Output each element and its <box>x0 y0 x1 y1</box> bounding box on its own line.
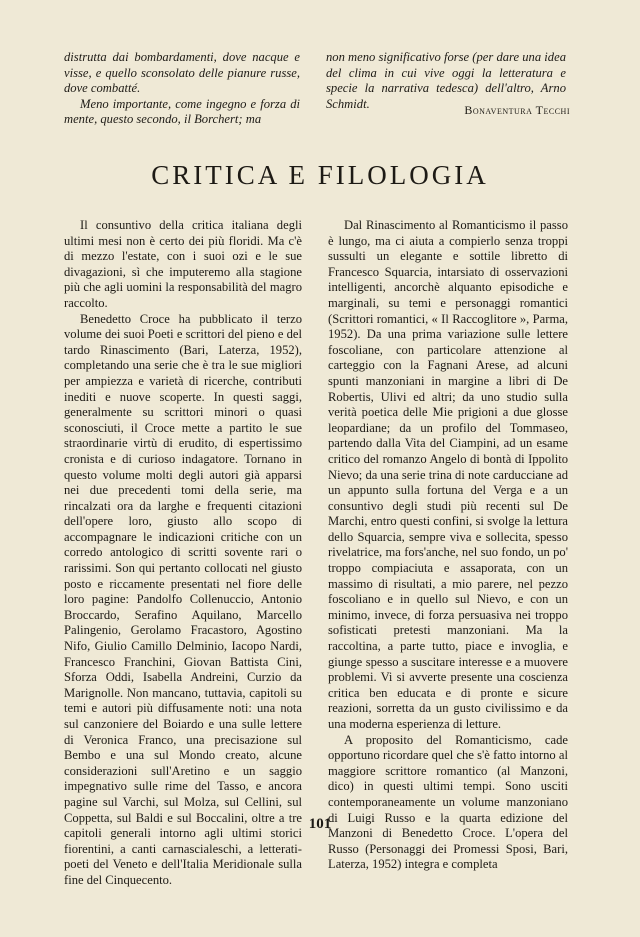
right-paragraph-2: A proposito del Romanticismo, cade opportuno ricordare quel che s'è fatto intorno al maggiore scrittore romantico (al Manzoni, dico) in questi ultimi tempi. Sono usciti contemporaneamente un volume manzoniano di Luigi Russo e la quarta edizione del Manzoni di Benedetto Croce. L'opera del Russo (Personaggi dei Promessi Sposi, Bari, Laterza, 1952) integra e completa <box>328 732 568 872</box>
right-body-column <box>328 218 568 873</box>
left-paragraph-2: Benedetto Croce ha pubblicato il terzo volume dei suoi Poeti e scrittori del pieno e del tardo Rinascimento (Bari, Laterza, 1952), completando una serie che è tra le sue migliori per ampiezza e varietà di ricerche, contributi inediti e nuove scoperte. In questi saggi, generalmente su scrittori minori o quasi sconosciuti, il Croce mette a partito le sue straordinarie virtù di erudito, di espertissimo cronista e di curioso indagatore. Tornano in questo volume molti degli autori già apparsi nei due precedenti tomi della serie, ma rincalzati ora da larghe e frequenti citazioni dell'opere loro, giusto allo scopo di accompagnare le indicazioni critiche con un corredo antologico di scritti sovente rari o rarissimi. Son qui pertanto collocati nel giusto posto e riccamente presentati nel fiore delle loro pagine: Pandolfo Collenuccio, Antonio Broccardo, Serafino Aquilano, Marcello Palingenio, Gerolamo Fracastoro, Agostino Nifo, Giulio Camillo Delminio, Iacopo Nardi, Francesco Franchini, Giovan Battista Cini, Sforza Oddi, Isabella Andreini, Curzio da Marignolle. Non mancano, tuttavia, capitoli su temi e autori più diffusamente noti: una nota sul canzoniere del Boiardo e una sulle lettere di Veronica Franco, una precisazione sul Bembo e una sul Mondo creato, alcune considerazioni sull'Aretino e un saggio impegnativo sulle rime del Tasso, e ancora pagine sul Varchi, sul Molza, sul Cellini, sul Coppetta, sul Baldi e sul Boccalini, oltre a tre capitoli generali intorno agli ultimi storici fiorentini, a canti carnascialeschi, a letterati-poeti del Veneto e dell'Italia Meridionale sulla fine del Cinquecento. <box>64 311 302 887</box>
top-left-column <box>64 50 300 128</box>
section-title: CRITICA E FILOLOGIA <box>151 160 489 190</box>
page-number: 101 <box>308 816 332 832</box>
right-paragraph-1: Dal Rinascimento al Romanticismo il passo è lungo, ma ci aiuta a compierlo senza troppi sussulti un elegante e sottile libretto di Francesco Squarcia, intarsiato di osservazioni intelligenti, ancorchè alquanto episodiche e marginali, su temi e personaggi romantici (Scrittori romantici, « Il Raccoglitore », Parma, 1952). Da una prima variazione sulle lettere foscoliane, con particolare attenzione al carteggio con la Fagnani Arese, ad alcuni spunti manzoniani in margine a libri di De Robertis, Ulivi ed altri; da uno studio sulla verità poetica delle Mie prigioni a due glosse leopardiane; da un profilo del Tommaseo, partendo dalla Vita del Ciampini, ad un esame critico del romanzo Angelo di bontà di Ippolito Nievo; da una serie trina di note carducciane ad un appunto sulla fortuna del Verga e a un consuntivo degli studi più recenti sul De Marchi, entro questi confini, si svolge la lettura dello Squarcia, sempre viva e sollecita, spesso rivelatrice, ma fors'anche, nel suo fondo, un po' troppo compiaciuta e assaporata, con un massimo di risultati, a mio parere, nel pezzo foscoliano e in quello sul Nievo, e con un minimo, invece, di forza persuasiva nei troppo sofisticati pretesti manzoniani. Ma la raccoltina, a parte tutto, piace e invoglia, e giunge spesso a suscitare interesse e a muovere problemi. Vi si avverte presente una coscienza critica ben educata e di pronte e sicure reazioni, sorretta da un gusto civilissimo e da una moderna esperienza di letture. <box>328 218 568 731</box>
top-left-paragraph-1: distrutta dai bombardamenti, dove nacque e visse, e quello sconsolato delle pianure russe, dove combatté. <box>64 50 300 96</box>
top-left-paragraph-2: Meno importante, come ingegno e forza di mente, questo secondo, il Borchert; ma <box>64 96 300 127</box>
left-body-column <box>64 218 302 889</box>
left-paragraph-1: Il consuntivo della critica italiana degli ultimi mesi non è certo dei più floridi. Ma c'è di mezzo l'estate, con i suoi ozi e le sue divagazioni, sì che imputeremo alla stagione più che agli uomini la responsabilità del magro raccolto. <box>64 218 302 310</box>
author-signature: Bonaventura Tecchi <box>464 103 570 117</box>
top-right-paragraph-1: non meno significativo forse (per dare una idea del clima in cui vive oggi la letteratura e specie la narrativa tedesca) dell'altro, Arno Schmidt. <box>326 50 566 111</box>
